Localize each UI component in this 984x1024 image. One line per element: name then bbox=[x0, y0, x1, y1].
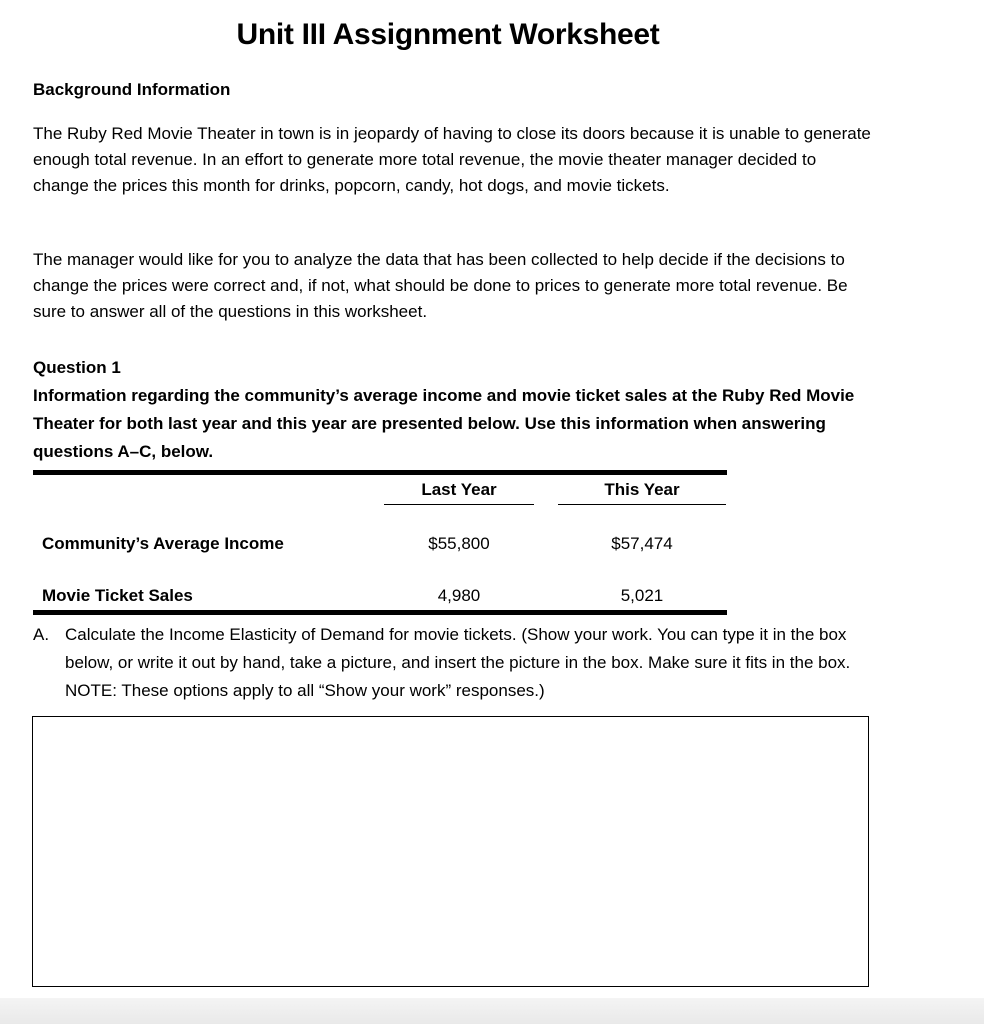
background-heading: Background Information bbox=[33, 80, 231, 99]
column-header-last-year: Last Year bbox=[421, 480, 497, 499]
question-1-heading: Question 1 bbox=[33, 358, 121, 377]
column-underline-last-year bbox=[384, 504, 534, 505]
cell-tickets-this-year: 5,021 bbox=[620, 586, 664, 605]
worksheet-title: Unit III Assignment Worksheet bbox=[236, 18, 660, 51]
part-a-letter: A. bbox=[33, 625, 50, 644]
table-top-rule bbox=[33, 470, 727, 475]
row-label-ticket-sales: Movie Ticket Sales bbox=[42, 586, 193, 605]
cell-income-this-year: $57,474 bbox=[611, 534, 673, 553]
table-bottom-rule bbox=[33, 610, 727, 615]
question-1-intro: Information regarding the community’s average income and movie ticket sales at the Ruby Red Movie Theater for both last year and this year are presented below. Use this information when answering questions A–C, below. bbox=[33, 386, 855, 461]
cell-income-last-year: $55,800 bbox=[428, 534, 490, 553]
column-underline-this-year bbox=[558, 504, 726, 505]
cell-tickets-last-year: 4,980 bbox=[437, 586, 481, 605]
part-a-instructions: Calculate the Income Elasticity of Demand for movie tickets. (Show your work. You can type it in the box below, or write it out by hand, take a picture, and insert the picture in the box. Make sure it fits in the box. NOTE: These options apply to all “Show your work” responses.) bbox=[65, 625, 851, 700]
column-header-this-year: This Year bbox=[604, 480, 680, 499]
part-a-answer-box[interactable] bbox=[32, 716, 869, 987]
background-paragraph-1: The Ruby Red Movie Theater in town is in jeopardy of having to close its doors because it is unable to generate enough total revenue. In an effort to generate more total revenue, the movie theater manager decided to change the prices this month for drinks, popcorn, candy, hot dogs, and movie tickets. bbox=[33, 124, 871, 195]
row-label-income: Community’s Average Income bbox=[42, 534, 284, 553]
page-bottom-edge bbox=[0, 998, 984, 1024]
background-paragraph-2: The manager would like for you to analyze the data that has been collected to help decide if the decisions to change the prices were correct and, if not, what should be done to prices to generate more total revenue. Be sure to answer all of the questions in this worksheet. bbox=[33, 250, 848, 321]
